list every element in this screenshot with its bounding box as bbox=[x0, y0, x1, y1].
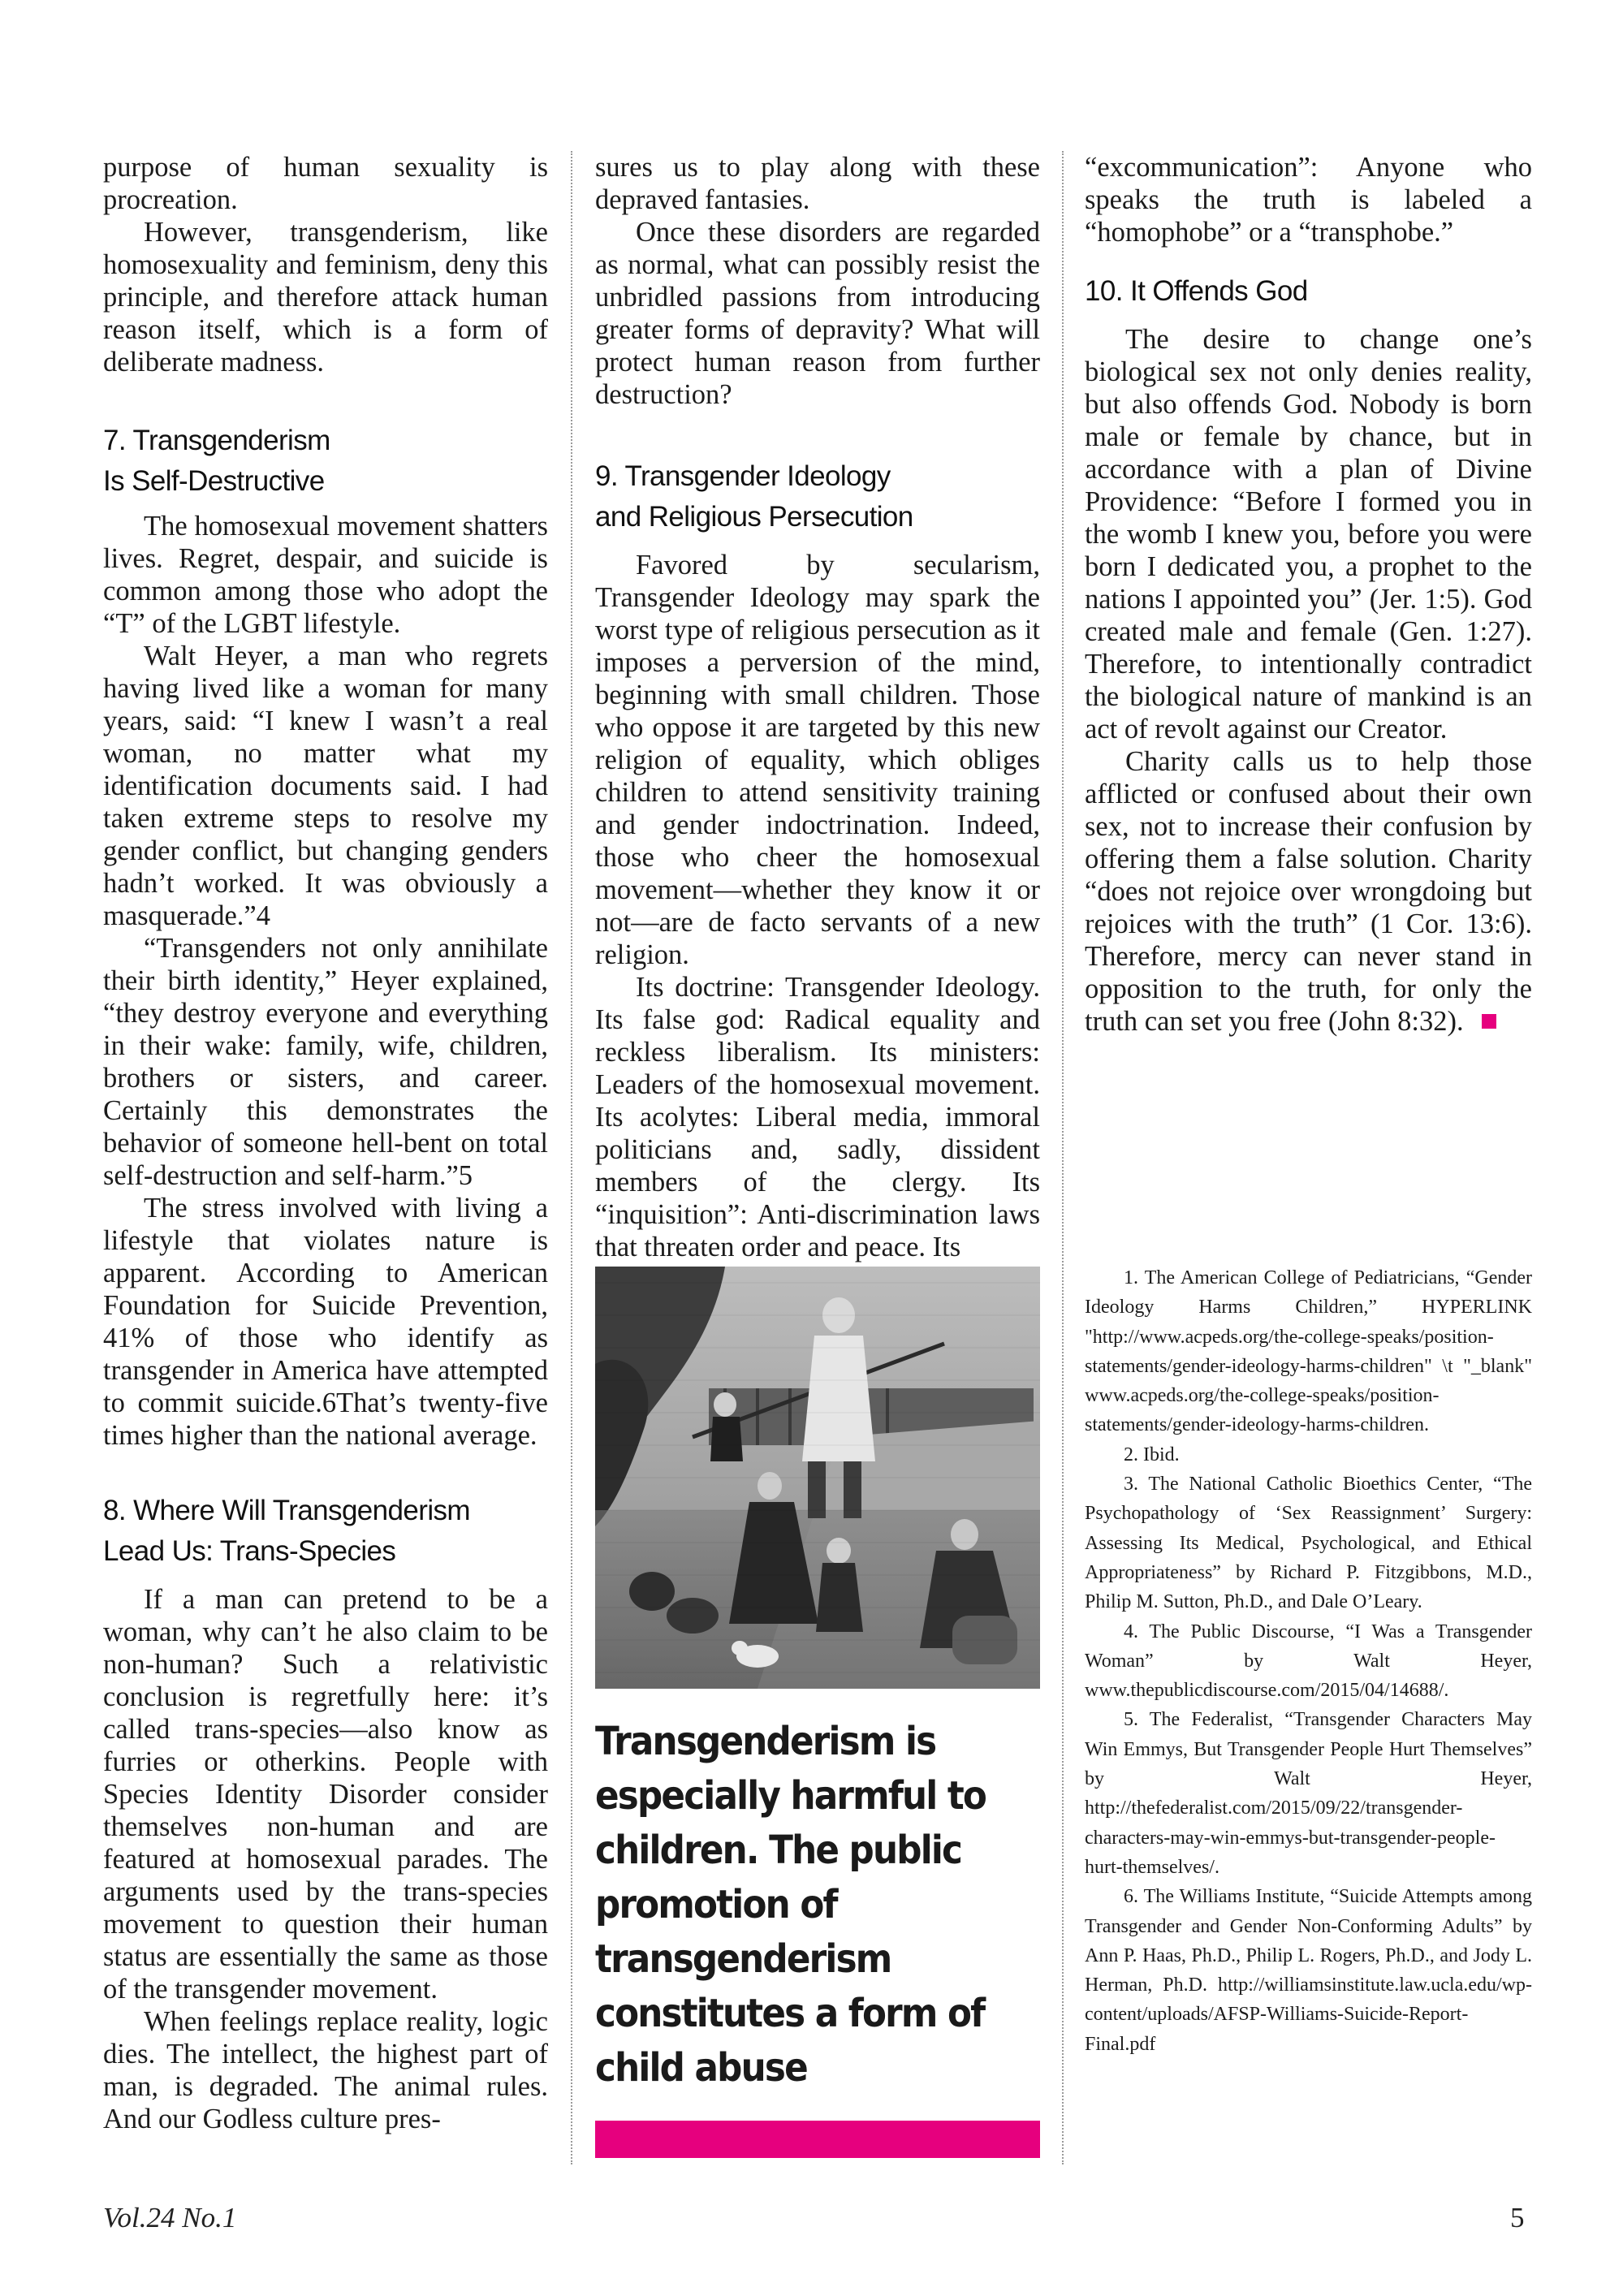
section-heading-7 bbox=[103, 421, 548, 502]
paragraph: The stress involved with living a lifestyle that violates nature is apparent. According to American Foundation for Suicide Prevention, 41% of those who identify as transgender in America have attempted to commit suicide.6That’s twenty-five times higher than the national average. bbox=[103, 1193, 548, 1451]
section-heading-9 bbox=[595, 456, 1040, 537]
paragraph bbox=[1085, 745, 1532, 1038]
paragraph: Once these disorders are regarded as normal, what can possibly resist the unbridled passions from introducing greater forms of depravity? What will protect human reason from further destruction? bbox=[595, 217, 1040, 410]
heading-line: Is Self-Destructive bbox=[103, 465, 325, 497]
column-1 bbox=[103, 151, 548, 2135]
paragraph: sures us to play along with these depraved fantasies. bbox=[595, 152, 1040, 215]
section-heading-10: 10. It Offends God bbox=[1085, 275, 1308, 307]
paragraph: When feelings replace reality, logic dies. The intellect, the highest part of man, is degraded. The animal rules. And our Godless culture pres- bbox=[103, 2006, 548, 2134]
footnotes bbox=[1085, 1263, 1532, 2059]
paragraph: “excommunication”: Anyone who speaks the truth is labeled a “homophobe” or a “transphobe.” bbox=[1085, 152, 1532, 248]
paragraph: The homosexual movement shatters lives. Regret, despair, and suicide is common among those who adopt the “T” of the LGBT lifestyle. bbox=[103, 511, 548, 639]
footnote: 6. The Williams Institute, “Suicide Attempts among Transgender and Gender Non-Conforming Adults” by Ann P. Haas, Ph.D., Philip L. Rogers, Ph.D., and Jody L. Herman, Ph.D. http://williamsinstitute.law.ucla.edu/wp-content/uploads/AFSP-Williams-Suicide-Report-Final.pdf bbox=[1085, 1886, 1532, 2055]
heading-line: 8. Where Will Transgenderism bbox=[103, 1495, 470, 1526]
pull-quote: Transgenderism is especially harmful to children. The public promotion of transgenderism constitutes a form of child abuse bbox=[595, 1719, 986, 2091]
paragraph: purpose of human sexuality is procreation. bbox=[103, 152, 548, 215]
paragraph: The desire to change one’s biological sex not only denies reality, but also offends God. Nobody is born male or female by chance, but in accordance with a plan of Divine Providence: “Before I formed you in the womb I knew you, before you were born I dedicated you, a prophet to the nations I appointed you” (Jer. 1:5). God created male and female (Gen. 1:27). Therefore, to intentionally contradict the biological nature of mankind is an act of revolt against our Creator. bbox=[1085, 324, 1532, 744]
paragraph: If a man can pretend to be a woman, why can’t he also claim to be non-human? Such a relativistic conclusion is regretfully here: it’s called trans-species—also know as furries or otherkins. People with Species Identity Disorder consider themselves non-human and are featured at homosexual parades. The arguments used by the trans-species movement to question their human status are essentially the same as those of the transgender movement. bbox=[103, 1584, 548, 2005]
footnote: 2. Ibid. bbox=[1124, 1444, 1180, 1465]
heading-line: Lead Us: Trans-Species bbox=[103, 1535, 396, 1567]
illustration-engraving bbox=[595, 1267, 1040, 1689]
footnote: 1. The American College of Pediatricians, “Gender Ideology Harms Children,” HYPERLINK "http://www.acpeds.org/the-college-speaks/position-statements/gender-ideology-harms-children" \t "_blank" www.acpeds.org/the-college-speaks/position-statements/gender-ideology-harms-children. bbox=[1085, 1267, 1532, 1436]
illustration-scene-svg bbox=[595, 1267, 1040, 1689]
column-divider-2 bbox=[1062, 151, 1064, 2164]
footnote: 5. The Federalist, “Transgender Characters May Win Emmys, But Transgender People Hurt Themselves” by Walt Heyer, http://thefederalist.com/2015/09/22/transgender-characters-may-win-emmys-but-transgender-people-hurt-themselves/. bbox=[1085, 1709, 1532, 1878]
column-2 bbox=[595, 151, 1040, 1263]
column-3 bbox=[1085, 151, 1532, 1038]
column-divider-1 bbox=[571, 151, 572, 2164]
paragraph: Its doctrine: Transgender Ideology. Its false god: Radical equality and reckless liberalism. Its ministers: Leaders of the homosexual movement. Its acolytes: Liberal media, immoral politicians and, sadly, dissident members of the clergy. Its “inquisition”: Anti-discrimination laws that threaten order and peace. Its bbox=[595, 972, 1040, 1262]
paragraph: However, transgenderism, like homosexuality and feminism, deny this principle, and therefore attack human reason itself, which is a form of deliberate madness. bbox=[103, 217, 548, 378]
end-mark-icon bbox=[1482, 1014, 1496, 1029]
paragraph: Walt Heyer, a man who regrets having lived like a woman for many years, said: “I knew I wasn’t a real woman, no matter what my identification documents said. I had taken extreme steps to resolve my gender conflict, but changing genders hadn’t worked. It was obviously a masquerade.”4 bbox=[103, 641, 548, 931]
paragraph: “Transgenders not only annihilate their birth identity,” Heyer explained, “they destroy everyone and everything in their wake: family, wife, children, brothers or sisters, and career. Certainly this demonstrates the behavior of someone hell-bent on total self-destruction and self-harm.”5 bbox=[103, 933, 548, 1191]
footnote: 3. The National Catholic Bioethics Center, “The Psychopathology of ‘Sex Reassignment’ Surgery: Assessing Its Medical, Psychological, and Ethical Appropriateness” by Richard P. Fitzgibbons, M.D., Philip M. Sutton, Ph.D., and Dale O’Leary. bbox=[1085, 1474, 1532, 1613]
footer-volume: Vol.24 No.1 bbox=[103, 2202, 237, 2233]
paragraph-text: Charity calls us to help those afflicted or confused about their own sex, not to increase their confusion by offering them a false solution. Charity “does not rejoice over wrongdoing but rejoices with the truth” (1 Cor. 13:6). Therefore, mercy can never stand in opposition to the truth, for only the truth can set you free (John 8:32). bbox=[1085, 746, 1532, 1037]
accent-bar bbox=[595, 2121, 1040, 2158]
heading-line: 9. Transgender Ideology bbox=[595, 460, 891, 492]
section-heading-8 bbox=[103, 1491, 548, 1572]
heading-line: and Religious Persecution bbox=[595, 501, 913, 533]
page-number: 5 bbox=[1510, 2202, 1525, 2233]
paragraph: Favored by secularism, Transgender Ideology may spark the worst type of religious persecution as it imposes a perversion of the mind, beginning with small children. Those who oppose it are targeted by this new religion of equality, which obliges children to attend sensitivity training and gender indoctrination. Indeed, those who cheer the homosexual movement—whether they know it or not—are de facto servants of a new religion. bbox=[595, 550, 1040, 970]
heading-line: 7. Transgenderism bbox=[103, 425, 330, 456]
footnote: 4. The Public Discourse, “I Was a Transgender Woman” by Walt Heyer, www.thepublicdiscourse.com/2015/04/14688/. bbox=[1085, 1621, 1532, 1702]
